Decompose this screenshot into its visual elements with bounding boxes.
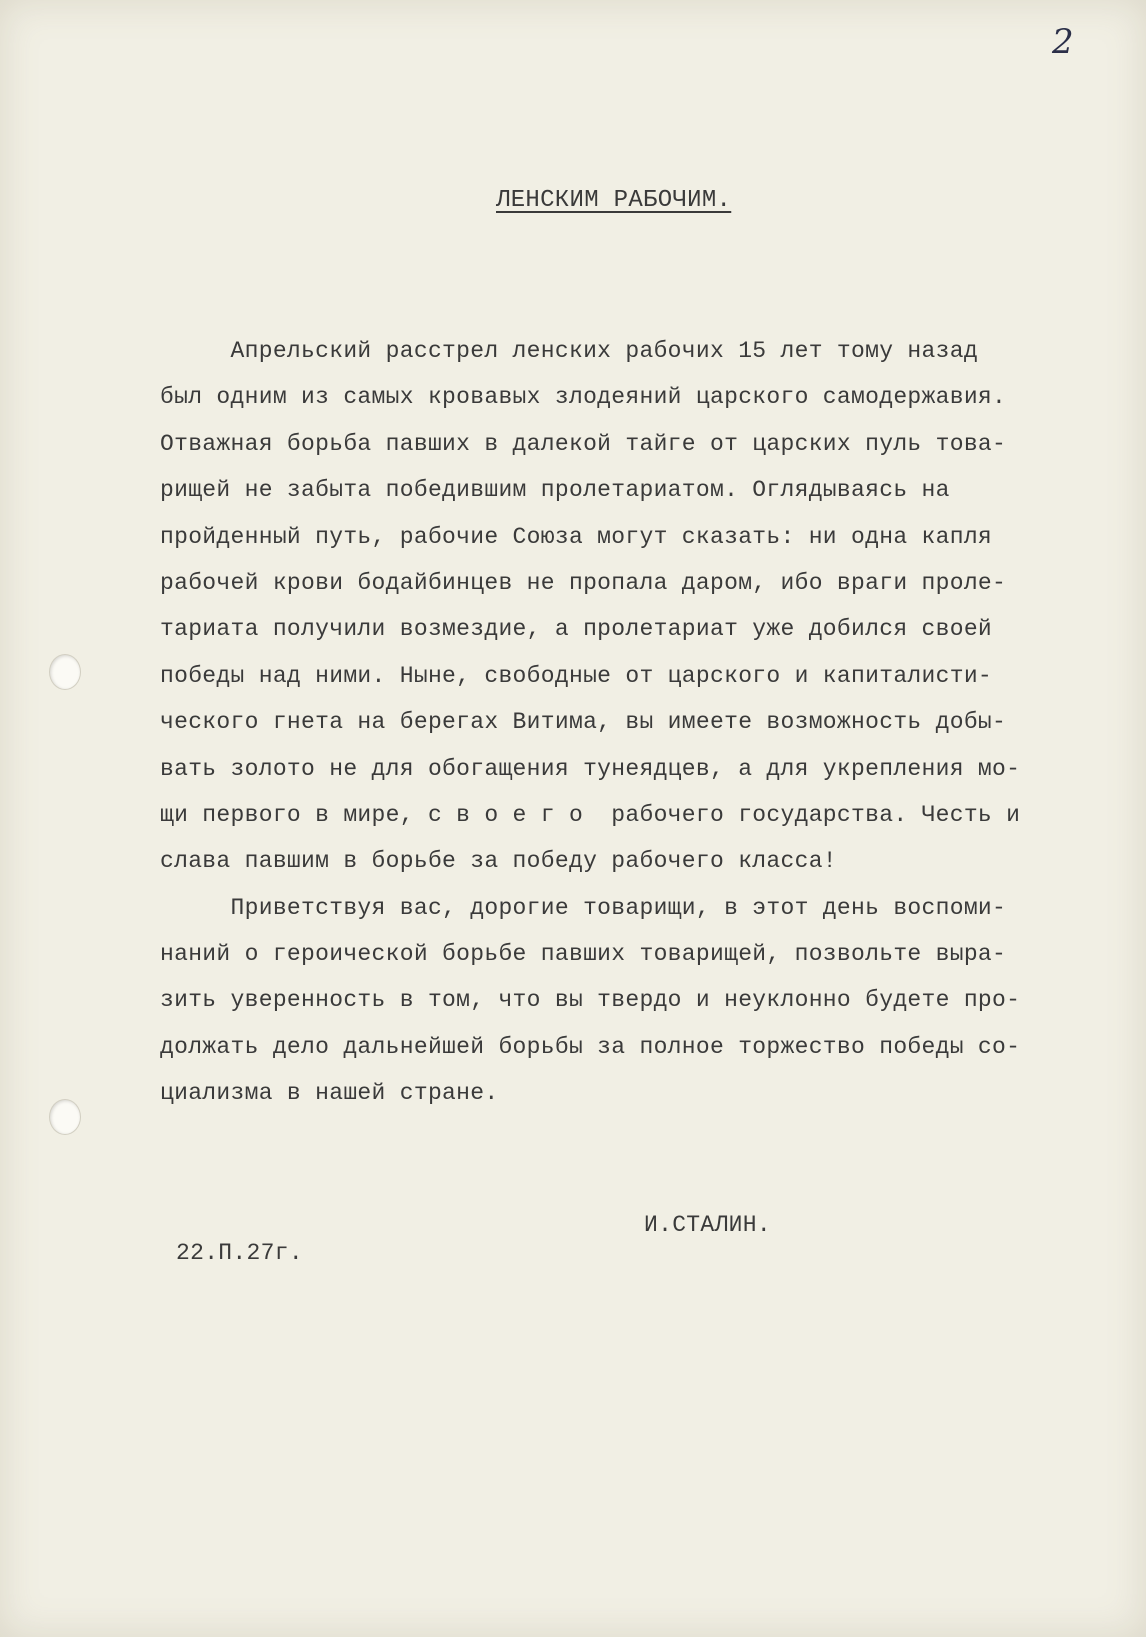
body-line: тариата получили возмездие, а пролетариат уже добился своей	[160, 616, 993, 643]
handwritten-page-number: 2	[1052, 22, 1074, 62]
body-line: пройденный путь, рабочие Союза могут сказать: ни одна капля	[160, 523, 993, 550]
punch-hole	[50, 1100, 80, 1134]
body-line: вать золото не для обогащения тунеядцев, а для укрепления мо-	[160, 755, 1021, 782]
signature: И.СТАЛИН.	[644, 1212, 771, 1238]
body-line: слава павшим в борьбе за победу рабочего класса!	[160, 848, 837, 875]
body-line: ческого гнета на берегах Витима, вы имеете возможность добы-	[160, 709, 1007, 736]
body-line: Отважная борьба павших в далекой тайге от царских пуль това-	[160, 430, 1007, 457]
body-line: должать дело дальнейшей борьбы за полное торжество победы со-	[160, 1033, 1021, 1060]
document-date: 22.П.27г.	[176, 1240, 303, 1266]
body-line: рищей не забыта победившим пролетариатом. Оглядываясь на	[160, 477, 950, 504]
body-line: циализма в нашей стране.	[160, 1080, 499, 1107]
body-text	[160, 328, 1100, 1117]
document-title: ЛЕНСКИМ РАБОЧИМ.	[496, 187, 732, 214]
body-line: щи первого в мире, с в о е г о рабочего государства. Честь и	[160, 801, 1021, 828]
body-line: победы над ними. Ныне, свободные от царского и капиталисти-	[160, 662, 993, 689]
punch-hole	[50, 655, 80, 689]
body-line: Приветствуя вас, дорогие товарищи, в этот день воспоми-	[160, 894, 1007, 921]
body-line: рабочей крови бодайбинцев не пропала даром, ибо враги проле-	[160, 569, 1007, 596]
body-line: наний о героической борьбе павших товарищей, позвольте выра-	[160, 941, 1007, 968]
body-line: Апрельский расстрел ленских рабочих 15 лет тому назад	[160, 338, 978, 364]
body-line: был одним из самых кровавых злодеяний царского самодержавия.	[160, 384, 1007, 411]
body-line: зить уверенность в том, что вы твердо и неуклонно будете про-	[160, 987, 1021, 1014]
